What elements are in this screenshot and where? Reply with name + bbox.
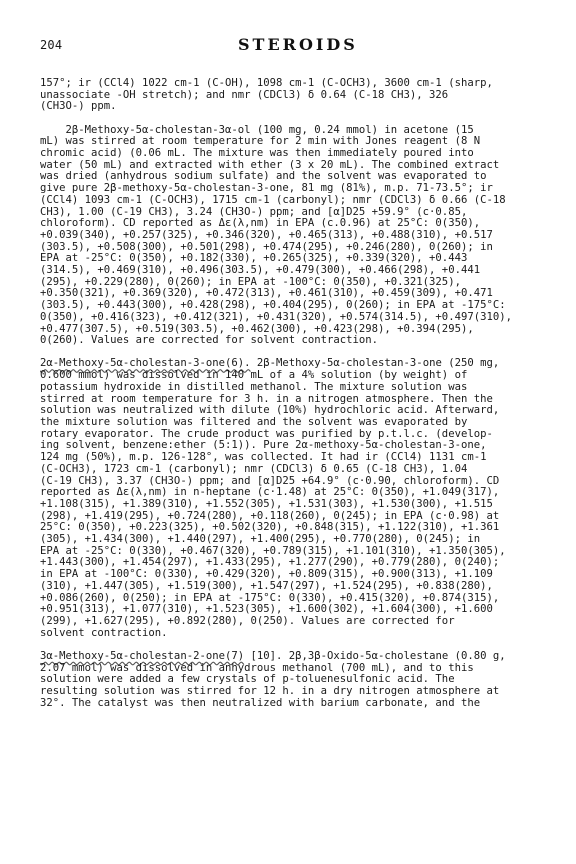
line-text: (303.5), +0.508(300), +0.501(298), +0.474(295), +0.246(280), 0(260); in xyxy=(40,240,493,253)
line-text: unassociate -OH stretch); and nmr (CDCl3) δ 0.64 (C-18 CH3), 326 xyxy=(40,88,449,101)
paragraph xyxy=(40,358,550,639)
line-text: resulting solution was stirred for 12 h. in a dry nitrogen atmosphere at xyxy=(40,684,500,697)
journal-title: STEROIDS xyxy=(238,35,358,54)
line-text: 2β-Methoxy-5α-cholestan-3α-ol (100 mg, 0.24 mmol) in acetone (15 xyxy=(40,123,474,136)
section-heading: 2α-Methoxy-5α-cholestan-3-one(6). xyxy=(40,357,251,370)
line-text: +1.443(300), +1.454(297), +1.433(295), +1.277(290), +0.779(280), 0(240); xyxy=(40,556,500,569)
line-text: +0.477(307.5), +0.519(303.5), +0.462(300), +0.423(298), +0.394(295), xyxy=(40,322,474,335)
line-text: solution was neutralized with dilute (10%) hydrochloric acid. Afterward, xyxy=(40,404,500,417)
line-text: chromic acid) (0.06 mL. The mixture was then immediately poured into xyxy=(40,147,474,160)
line-text: (305), +1.434(300), +1.440(297), +1.400(295), +0.770(280), 0(245); in xyxy=(40,533,481,546)
line-text: [10]. 2β,3β-Oxido-5α-cholestane (0.80 g, xyxy=(244,649,506,662)
page-header xyxy=(40,35,540,56)
page-number: 204 xyxy=(40,38,63,52)
line-text: mL) was stirred at room temperature for 2 min with Jones reagent (8 N xyxy=(40,135,481,148)
line-text: EPA at -25°C: 0(330), +0.467(320), +0.789(315), +1.101(310), +1.350(305), xyxy=(40,544,506,557)
line-text: chloroform). CD reported as Δε(λ,nm) in EPA (c.0.96) at 25°C: 0(350), xyxy=(40,217,481,230)
line-text: ing solvent, benzene:ether (5:1)). Pure 2α-methoxy-5α-cholestan-3-one, xyxy=(40,439,487,452)
section-heading: 3α-Methoxy-5α-cholestan-2-one(7) xyxy=(40,649,245,662)
line-text: (299), +1.627(295), +0.892(280), 0(250). Values are corrected for xyxy=(40,614,455,627)
line-text: (298), +1.419(295), +0.724(280), +0.118(260), 0(245); in EPA (c·0.98) at xyxy=(40,509,500,522)
text-line xyxy=(40,335,550,347)
line-text: 0(350), +0.416(323), +0.412(321), +0.431(320), +0.574(314.5), +0.497(310), xyxy=(40,310,512,323)
line-text: +0.951(313), +1.077(310), +1.523(305), +1.600(302), +1.604(300), +1.600 xyxy=(40,603,493,616)
text-line xyxy=(40,698,550,710)
line-text: (CCl4) 1093 cm-1 (C-OCH3), 1715 cm-1 (carbonyl); nmr (CDCl3) δ 0.66 (C-18 xyxy=(40,193,506,206)
line-text: in EPA at -100°C: 0(330), +0.429(320), +0.809(315), +0.900(313), +1.109 xyxy=(40,568,493,581)
line-text: 2.07 mmol) was dissolved in anhydrous methanol (700 mL), and to this xyxy=(40,661,474,674)
line-text: stirred at room temperature for 3 h. in a nitrogen atmosphere. Then the xyxy=(40,392,493,405)
line-text: (310), +1.447(305), +1.519(300), +1.547(297), +1.524(295), +0.838(280), xyxy=(40,579,493,592)
line-text: 0(260). Values are corrected for solvent contraction. xyxy=(40,334,379,347)
line-text: (295), +0.229(280), 0(260); in EPA at -100°C: 0(350), +0.321(325), xyxy=(40,275,461,288)
line-text: was dried (anhydrous sodium sulfate) and the solvent was evaporated to xyxy=(40,170,487,183)
line-text: (314.5), +0.469(310), +0.496(303.5), +0.479(300), +0.466(298), +0.441 xyxy=(40,264,481,277)
line-text: (C-19 CH3), 3.37 (CH3O-) ppm; and [α]D25 +64.9° (c·0.90, chloroform). CD xyxy=(40,474,500,487)
article-body xyxy=(40,78,550,709)
line-text: (C-OCH3), 1723 cm-1 (carbonyl); nmr (CDCl3) δ 0.65 (C-18 CH3), 1.04 xyxy=(40,462,468,475)
text-line xyxy=(40,628,550,640)
text-line xyxy=(40,101,550,113)
line-text: solution were added a few crystals of p-toluenesulfonic acid. The xyxy=(40,673,455,686)
line-text: rotary evaporator. The crude product was purified by p.t.l.c. (develop- xyxy=(40,427,493,440)
line-text: EPA at -25°C: 0(350), +0.182(330), +0.265(325), +0.339(320), +0.443 xyxy=(40,252,468,265)
line-text: 0.600 mmol) was dissolved in 140 mL of a 4% solution (by weight) of xyxy=(40,369,468,382)
line-text: reported as Δε(λ,nm) in n-heptane (c·1.48) at 25°C: 0(350), +1.049(317), xyxy=(40,486,500,499)
line-text: +1.108(315), +1.389(310), +1.552(305), +1.531(303), +1.530(300), +1.515 xyxy=(40,497,493,510)
line-text: water (50 mL) and extracted with ether (3 x 20 mL). The combined extract xyxy=(40,158,500,171)
line-text: solvent contraction. xyxy=(40,626,168,639)
line-text: 2β-Methoxy-5α-cholestan-3-one (250 mg, xyxy=(250,357,500,370)
line-text: 32°. The catalyst was then neutralized with barium carbonate, and the xyxy=(40,696,481,709)
paragraph xyxy=(40,78,550,113)
line-text: (303.5), +0.443(300), +0.428(298), +0.404(295), 0(260); in EPA at -175°C: xyxy=(40,299,506,312)
line-text: potassium hydroxide in distilled methanol. The mixture solution was xyxy=(40,380,468,393)
line-text: CH3), 1.00 (C-19 CH3), 3.24 (CH3O-) ppm; and [α]D25 +59.9° (c·0.85, xyxy=(40,205,468,218)
line-text: +0.086(260), 0(250); in EPA at -175°C: 0(330), +0.415(320), +0.874(315), xyxy=(40,591,500,604)
paragraph xyxy=(40,125,550,347)
line-text: the mixture solution was filtered and the solvent was evaporated by xyxy=(40,415,468,428)
line-text: 124 mg (50%), m.p. 126-128°, was collected. It had ir (CCl4) 1131 cm-1 xyxy=(40,451,487,464)
paragraph xyxy=(40,651,550,710)
line-text: (CH3O-) ppm. xyxy=(40,100,117,113)
line-text: 157°; ir (CCl4) 1022 cm-1 (C-OH), 1098 cm-1 (C-OCH3), 3600 cm-1 (sharp, xyxy=(40,77,493,89)
line-text: 25°C: 0(350), +0.223(325), +0.502(320), +0.848(315), +1.122(310), +1.361 xyxy=(40,521,500,534)
line-text: give pure 2β-methoxy-5α-cholestan-3-one, 81 mg (81%), m.p. 71-73.5°; ir xyxy=(40,182,493,195)
line-text: +0.039(340), +0.257(325), +0.346(320), +0.465(313), +0.488(310), +0.517 xyxy=(40,228,493,241)
line-text: +0.350(321), +0.369(320), +0.472(313), +0.461(310), +0.459(309), +0.471 xyxy=(40,287,493,300)
